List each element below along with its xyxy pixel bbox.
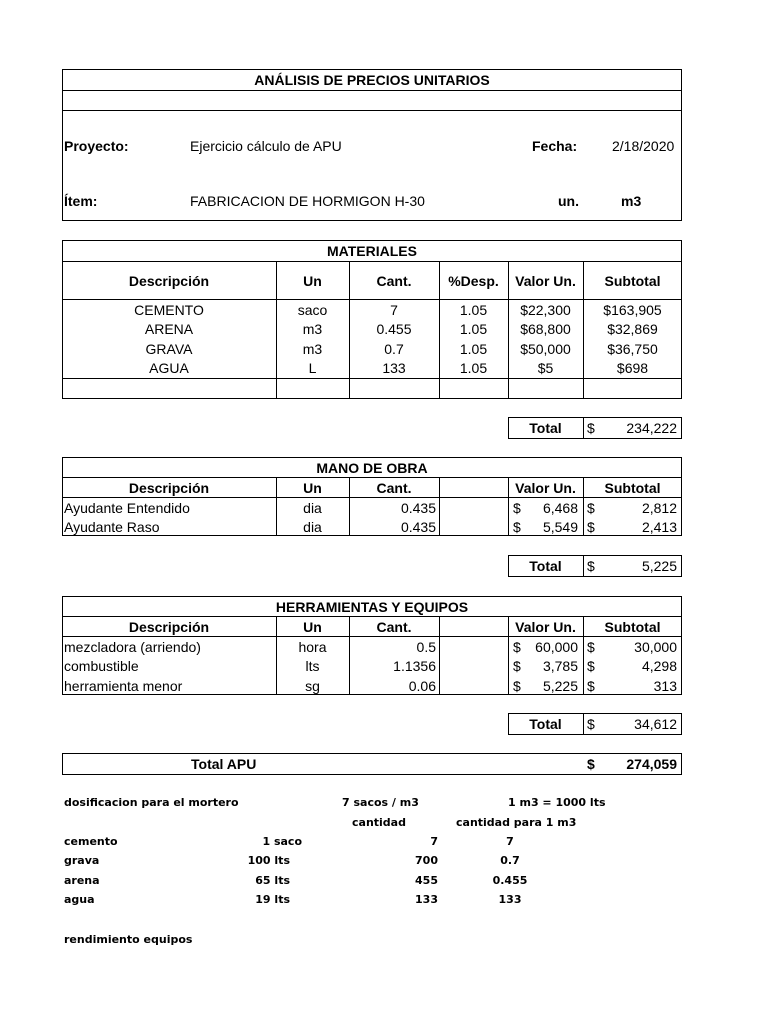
table-cell: $ xyxy=(587,658,595,674)
table-cell: 5,225 xyxy=(542,678,578,694)
total-apu-value: 274,059 xyxy=(626,756,677,772)
dosificacion-label: dosificacion para el mortero xyxy=(64,796,239,809)
table-cell: 0.435 xyxy=(400,519,436,535)
table-cell: $ xyxy=(587,678,595,694)
table-cell: 60,000 xyxy=(535,639,578,655)
herramientas-title: HERRAMIENTAS Y EQUIPOS xyxy=(275,599,469,615)
fecha-label: Fecha: xyxy=(532,138,578,154)
item-label: Ítem: xyxy=(64,193,98,209)
rendimiento-label: rendimiento equipos xyxy=(64,933,193,946)
herramientas-total-label: Total xyxy=(529,716,562,732)
materiales-total-currency: $ xyxy=(587,420,595,436)
proyecto-value: Ejercicio cálculo de APU xyxy=(190,138,342,154)
table-cell: $ xyxy=(513,678,521,694)
list-item: agua xyxy=(64,893,95,906)
total-apu-label: Total APU xyxy=(191,756,257,772)
item-value: FABRICACION DE HORMIGON H-30 xyxy=(190,193,425,209)
un-value: m3 xyxy=(621,193,642,209)
table-cell: 6,468 xyxy=(542,500,578,516)
table-cell: 30,000 xyxy=(634,639,677,655)
table-cell: $ xyxy=(587,500,595,516)
proyecto-label: Proyecto: xyxy=(64,138,129,154)
table-cell: 4,298 xyxy=(641,658,677,674)
table-cell: $ xyxy=(513,519,521,535)
table-cell: mezcladora (arriendo) xyxy=(64,639,201,655)
list-item: 7 xyxy=(506,835,514,848)
table-cell: sg xyxy=(305,678,320,694)
herramientas-header-descripcion: Descripción xyxy=(128,619,210,635)
mano-obra-header-un: Un xyxy=(303,480,322,496)
table-cell: 133 xyxy=(382,360,406,376)
table-cell: m3 xyxy=(302,341,323,357)
dosificacion-ratio: 7 sacos / m3 xyxy=(342,796,419,809)
materiales-header-subtotal: Subtotal xyxy=(604,273,661,289)
table-cell: GRAVA xyxy=(145,341,193,357)
table-cell: 7 xyxy=(390,302,398,318)
materiales-total-label: Total xyxy=(529,420,562,436)
page-title: ANÁLISIS DE PRECIOS UNITARIOS xyxy=(254,72,490,88)
materiales-total-value: 234,222 xyxy=(626,420,677,436)
table-cell: $698 xyxy=(616,360,649,376)
header-empty-row xyxy=(62,90,682,111)
mano-obra-header-cant: Cant. xyxy=(376,480,412,496)
list-item: grava xyxy=(64,854,100,867)
materiales-header-valor-un: Valor Un. xyxy=(515,273,576,289)
table-cell: 1.05 xyxy=(459,302,488,318)
table-cell: $ xyxy=(513,500,521,516)
table-cell: Ayudante Entendido xyxy=(64,500,190,516)
table-cell: 0.435 xyxy=(400,500,436,516)
table-cell: hora xyxy=(298,639,327,655)
materiales-header-desp: %Desp. xyxy=(448,273,499,289)
table-cell: $36,750 xyxy=(607,341,658,357)
table-cell: $5 xyxy=(537,360,554,376)
list-item: 19 lts xyxy=(255,893,290,906)
table-cell: lts xyxy=(305,658,320,674)
list-item: 0.7 xyxy=(500,854,520,867)
materiales-title: MATERIALES xyxy=(327,243,417,259)
materiales-header-cant: Cant. xyxy=(376,273,412,289)
table-cell: $50,000 xyxy=(520,341,571,357)
list-item: arena xyxy=(64,874,100,887)
herramientas-total-value: 34,612 xyxy=(634,716,677,732)
table-cell: combustible xyxy=(64,658,139,674)
table-cell: 0.06 xyxy=(408,678,436,694)
table-cell: 313 xyxy=(653,678,677,694)
table-cell: herramienta menor xyxy=(64,678,183,694)
materiales-header-descripcion: Descripción xyxy=(128,273,210,289)
list-item: 100 lts xyxy=(247,854,290,867)
col-cantidad: cantidad xyxy=(352,816,406,829)
table-cell: 1.05 xyxy=(459,360,488,376)
table-cell: $ xyxy=(513,658,521,674)
list-item: 455 xyxy=(415,874,438,887)
list-item: 700 xyxy=(415,854,438,867)
list-item: 65 lts xyxy=(255,874,290,887)
table-cell: 1.05 xyxy=(459,341,488,357)
fecha-value: 2/18/2020 xyxy=(612,138,675,154)
table-cell: 2,812 xyxy=(641,500,677,516)
herramientas-header-valor-un: Valor Un. xyxy=(515,619,576,635)
mano-obra-header-descripcion: Descripción xyxy=(128,480,210,496)
list-item: 133 xyxy=(415,893,438,906)
table-cell: saco xyxy=(297,302,328,318)
table-cell: $68,800 xyxy=(520,321,571,337)
table-cell: 3,785 xyxy=(542,658,578,674)
mano-obra-title: MANO DE OBRA xyxy=(316,460,428,476)
list-item: 0.455 xyxy=(492,874,528,887)
table-cell: Ayudante Raso xyxy=(64,519,160,535)
herramientas-header-subtotal: Subtotal xyxy=(604,619,661,635)
dosificacion-conversion: 1 m3 = 1000 lts xyxy=(508,796,606,809)
table-cell: 5,549 xyxy=(542,519,578,535)
table-cell: dia xyxy=(303,500,322,516)
table-cell: 0.7 xyxy=(384,341,404,357)
table-cell: 0.455 xyxy=(376,321,412,337)
table-cell: $22,300 xyxy=(520,302,571,318)
un-label: un. xyxy=(558,193,579,209)
mano-obra-total-value: 5,225 xyxy=(641,558,677,574)
table-cell: AGUA xyxy=(149,360,189,376)
list-item: cemento xyxy=(64,835,118,848)
table-cell: 1.1356 xyxy=(393,658,436,674)
mano-obra-total-label: Total xyxy=(529,558,562,574)
table-cell: dia xyxy=(303,519,322,535)
herramientas-header-cant: Cant. xyxy=(376,619,412,635)
col-cantidad-m3: cantidad para 1 m3 xyxy=(456,816,577,829)
mano-obra-total-currency: $ xyxy=(587,558,595,574)
list-item: 7 xyxy=(430,835,438,848)
materiales-header-un: Un xyxy=(303,273,322,289)
table-cell: 1.05 xyxy=(459,321,488,337)
mano-obra-header-valor-un: Valor Un. xyxy=(515,480,576,496)
table-cell: ARENA xyxy=(144,321,194,337)
list-item: 1 saco xyxy=(262,835,302,848)
table-cell: $ xyxy=(587,519,595,535)
table-cell: 2,413 xyxy=(641,519,677,535)
table-cell: CEMENTO xyxy=(134,302,204,318)
total-apu-currency: $ xyxy=(587,756,595,772)
list-item: 133 xyxy=(498,893,522,906)
herramientas-total-currency: $ xyxy=(587,716,595,732)
table-cell: $ xyxy=(513,639,521,655)
table-cell: $32,869 xyxy=(607,321,658,337)
table-cell: $163,905 xyxy=(603,302,662,318)
mano-obra-header-subtotal: Subtotal xyxy=(604,480,661,496)
herramientas-header-un: Un xyxy=(303,619,322,635)
table-cell: 0.5 xyxy=(416,639,436,655)
table-cell: L xyxy=(308,360,317,376)
table-cell: $ xyxy=(587,639,595,655)
table-cell: m3 xyxy=(302,321,323,337)
